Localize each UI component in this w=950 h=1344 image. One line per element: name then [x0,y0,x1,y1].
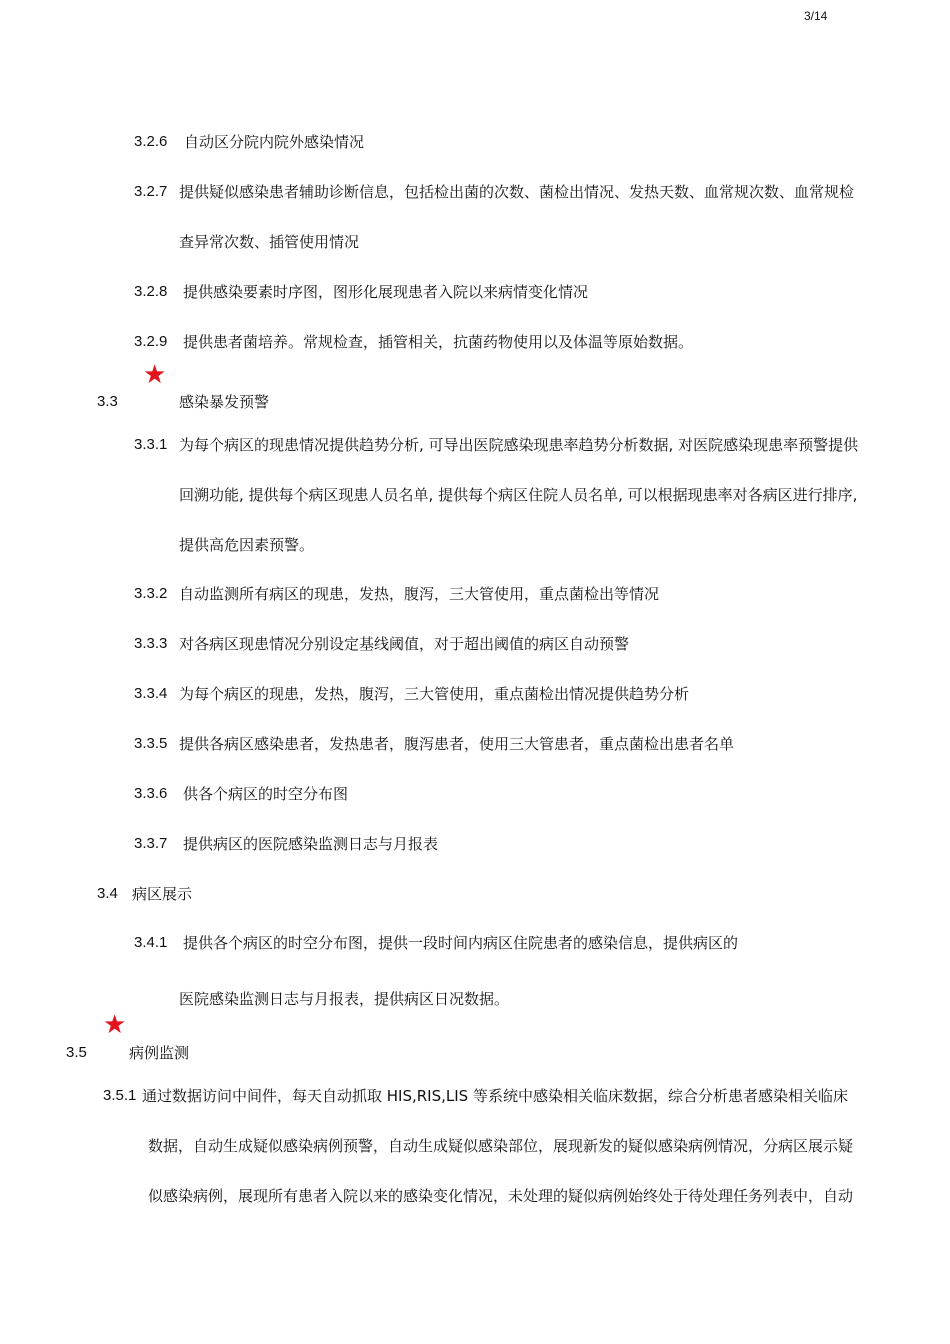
item-text: 提供疑似感染患者辅助诊断信息，包括检出菌的次数、菌检出情况、发热天数、血常规次数、血常规检 [179,183,855,201]
item-number: 3.3.2 [134,585,168,602]
item-text-continued: 医院感染监测日志与月报表，提供病区日况数据。 [179,990,510,1008]
page-number: 3/14 [804,9,828,23]
item-number: 3.3.6 [134,785,168,802]
item-text-continued: 回溯功能, 提供每个病区现患人员名单, 提供每个病区住院人员名单, 可以根据现患率对各病区进行排序, [179,486,858,504]
item-text: 提供病区的医院感染监测日志与月报表 [183,835,439,853]
item-number: 3.2.7 [134,183,168,200]
item-text-continued: 提供高危因素预警。 [179,536,315,554]
item-text-continued: 数据，自动生成疑似感染病例预警，自动生成疑似感染部位，展现新发的疑似感染病例情况，分病区展示疑 [148,1137,854,1155]
section-number: 3.3 [97,393,118,410]
item-number: 3.3.4 [134,685,168,702]
section-number: 3.5 [66,1044,87,1061]
item-number: 3.3.3 [134,635,168,652]
item-text: 提供感染要素时序图，图形化展现患者入院以来病情变化情况 [183,283,589,301]
section-title: 病例监测 [129,1044,190,1062]
star-icon: ★ [103,1010,127,1040]
item-number: 3.5.1 [103,1087,137,1104]
item-number: 3.3.7 [134,835,168,852]
item-text-continued: 查异常次数、插管使用情况 [179,233,360,251]
item-text: 提供患者菌培养。常规检查，插管相关，抗菌药物使用以及体温等原始数据。 [183,333,694,351]
section-number: 3.4 [97,885,118,902]
item-number: 3.3.5 [134,735,168,752]
item-text: 自动区分院内院外感染情况 [184,133,365,151]
item-text: 对各病区现患情况分别设定基线阈值，对于超出阈值的病区自动预警 [179,635,630,653]
item-text: 提供各病区感染患者，发热患者，腹泻患者，使用三大管患者，重点菌检出患者名单 [179,735,735,753]
item-text: 提供各个病区的时空分布图，提供一段时间内病区住院患者的感染信息，提供病区的 [183,934,739,952]
item-text: 为每个病区的现患，发热，腹泻，三大管使用，重点菌检出情况提供趋势分析 [179,685,690,703]
section-title: 感染暴发预警 [179,393,270,411]
item-number: 3.4.1 [134,934,168,951]
item-number: 3.3.1 [134,436,168,453]
item-number: 3.2.9 [134,333,168,350]
section-title: 病区展示 [132,885,193,903]
item-text: 自动监测所有病区的现患，发热，腹泻，三大管使用，重点菌检出等情况 [179,585,660,603]
star-icon: ★ [143,360,167,390]
item-text: 为每个病区的现患情况提供趋势分析, 可导出医院感染现患率趋势分析数据, 对医院感染现患率预警提供 [179,436,859,454]
item-text-continued: 似感染病例，展现所有患者入院以来的感染变化情况，未处理的疑似病例始终处于待处理任务列表中，自动 [148,1187,854,1205]
item-text: 供各个病区的时空分布图 [183,785,349,803]
item-text: 通过数据访问中间件，每天自动抓取 HIS,RIS,LIS 等系统中感染相关临床数据，综合分析患者感染相关临床 [142,1087,848,1105]
item-number: 3.2.6 [134,133,168,150]
item-number: 3.2.8 [134,283,168,300]
